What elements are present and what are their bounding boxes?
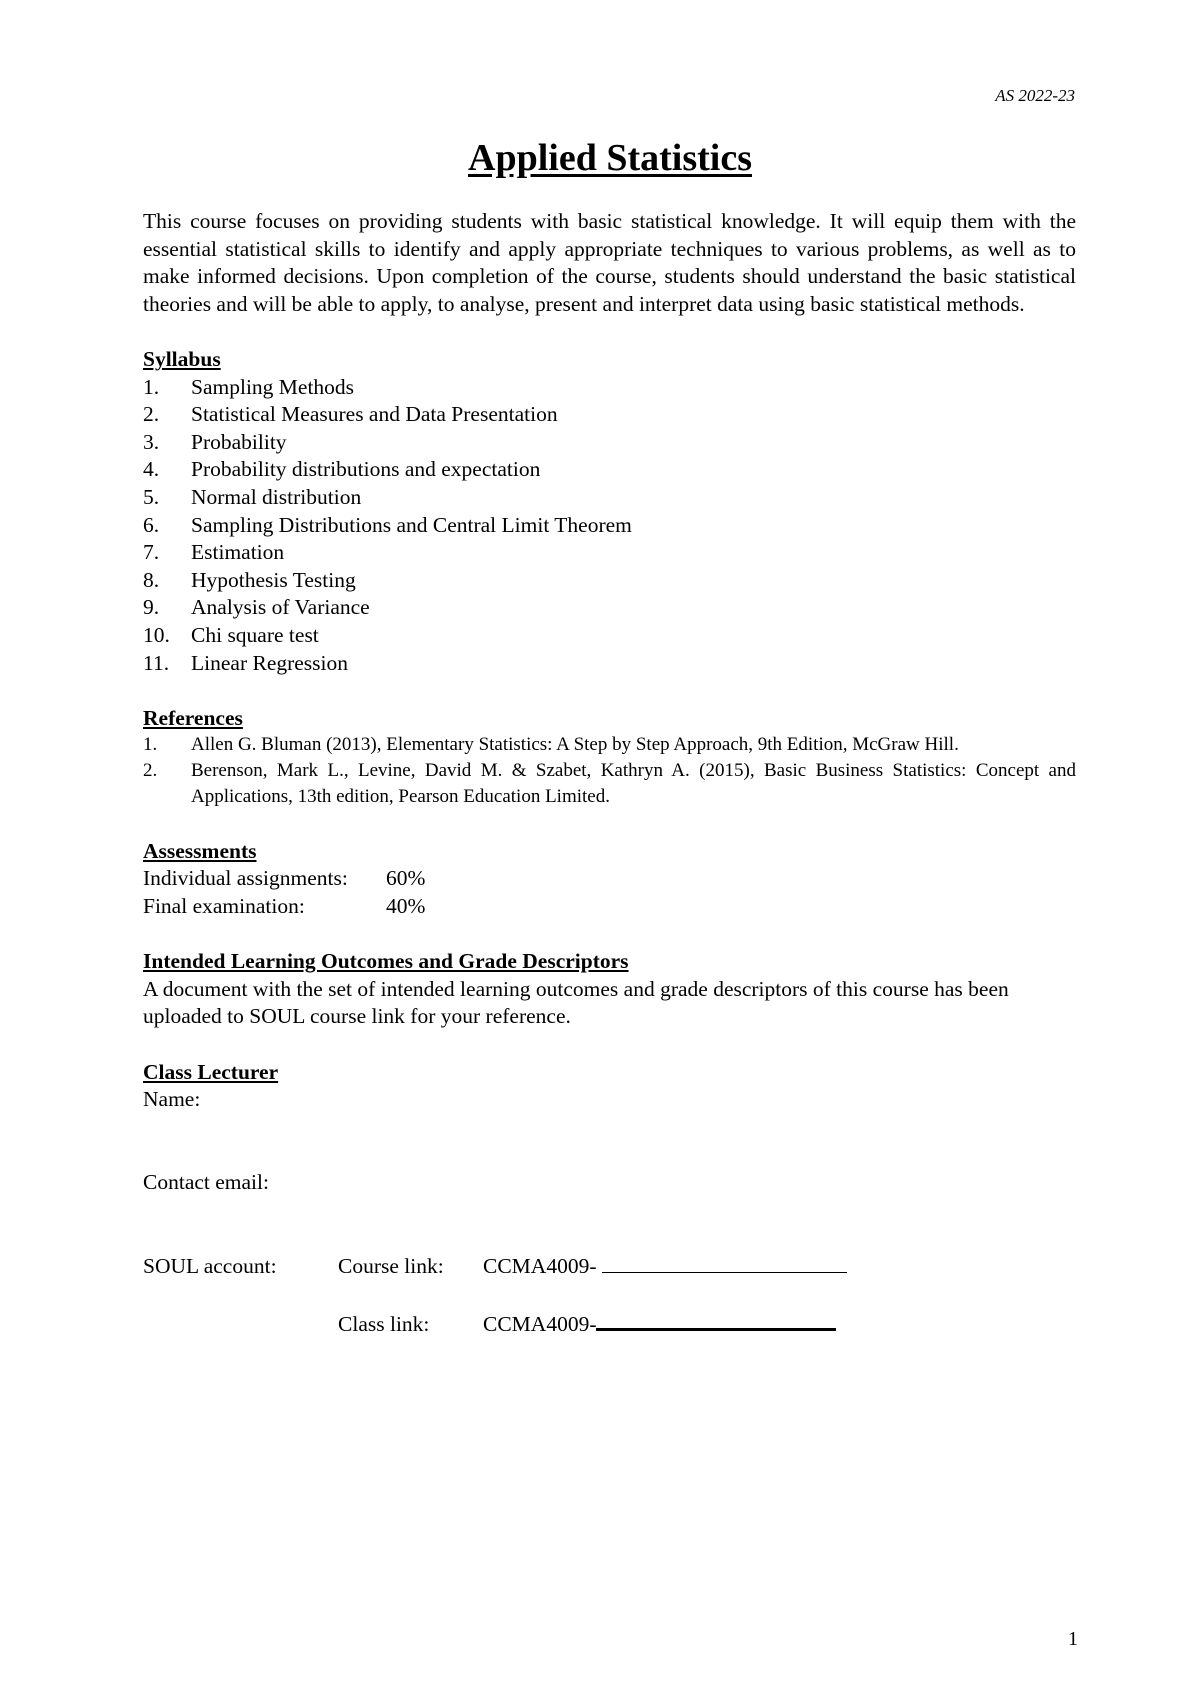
references-list <box>143 732 1076 810</box>
list-item: 5. Normal distribution <box>143 484 362 509</box>
references-heading: References <box>143 705 243 730</box>
list-item: 10. Chi square test <box>143 622 319 647</box>
reference-item: 2. Berenson, Mark L., Levine, David M. & Szabet, Kathryn A. (2015), Basic Business Statistics: Concept and Applications, 13th edition, Pearson Education Limited. <box>143 760 1076 808</box>
list-item: 1. Sampling Methods <box>143 374 355 399</box>
class-link-value: CCMA4009- <box>483 1308 836 1339</box>
soul-account-label: SOUL account: <box>143 1253 277 1278</box>
soul-course-link-row <box>143 1252 1076 1281</box>
assessment-weight: 40% <box>386 894 426 919</box>
lecturer-name-label: Name: <box>143 1087 201 1112</box>
class-link-label: Class link: <box>338 1311 430 1336</box>
assessment-label: Final examination: <box>143 894 305 919</box>
header-course-code: AS 2022-23 <box>995 86 1075 105</box>
soul-class-link-row <box>143 1308 1076 1339</box>
reference-item: 1. Allen G. Bluman (2013), Elementary Statistics: A Step by Step Approach, 9th Edition, McGraw Hill. <box>143 734 959 756</box>
syllabus-list <box>143 374 1076 678</box>
course-description: This course focuses on providing students with basic statistical knowledge. It will equip them with the essential statistical skills to identify and apply appropriate techniques to various problems, as well as to make informed decisions. Upon completion of the course, students should understand the basic statistical theories and will be able to apply, to analyse, present and interpret data using basic statistical methods. <box>143 209 1076 316</box>
ilo-heading: Intended Learning Outcomes and Grade Descriptors <box>143 949 629 974</box>
page-title: Applied Statistics <box>468 137 752 179</box>
ilo-text: A document with the set of intended learning outcomes and grade descriptors of this course has been uploaded to SOUL course link for your reference. <box>143 976 1009 1029</box>
list-item: 2. Statistical Measures and Data Presentation <box>143 402 558 427</box>
assessments-heading: Assessments <box>143 838 257 863</box>
class-link-blank[interactable] <box>596 1308 836 1331</box>
course-link-blank[interactable] <box>602 1252 847 1273</box>
lecturer-heading: Class Lecturer <box>143 1059 279 1084</box>
assessment-label: Individual assignments: <box>143 866 348 891</box>
page-number: 1 <box>1068 1628 1078 1650</box>
syllabus-heading: Syllabus <box>143 346 221 371</box>
lecturer-email-label: Contact email: <box>143 1170 269 1194</box>
list-item: 3. Probability <box>143 429 287 454</box>
assessment-row <box>143 865 1076 893</box>
list-item: 4. Probability distributions and expectation <box>143 457 541 482</box>
list-item: 9. Analysis of Variance <box>143 595 370 620</box>
course-link-label: Course link: <box>338 1253 444 1278</box>
list-item: 11. Linear Regression <box>143 650 349 675</box>
list-item: 8. Hypothesis Testing <box>143 567 356 592</box>
course-link-value: CCMA4009- <box>483 1252 847 1281</box>
assessment-weight: 60% <box>386 866 426 891</box>
list-item: 6. Sampling Distributions and Central Limit Theorem <box>143 512 632 537</box>
assessment-row <box>143 893 1076 921</box>
list-item: 7. Estimation <box>143 540 285 565</box>
document-body <box>143 208 1076 1339</box>
